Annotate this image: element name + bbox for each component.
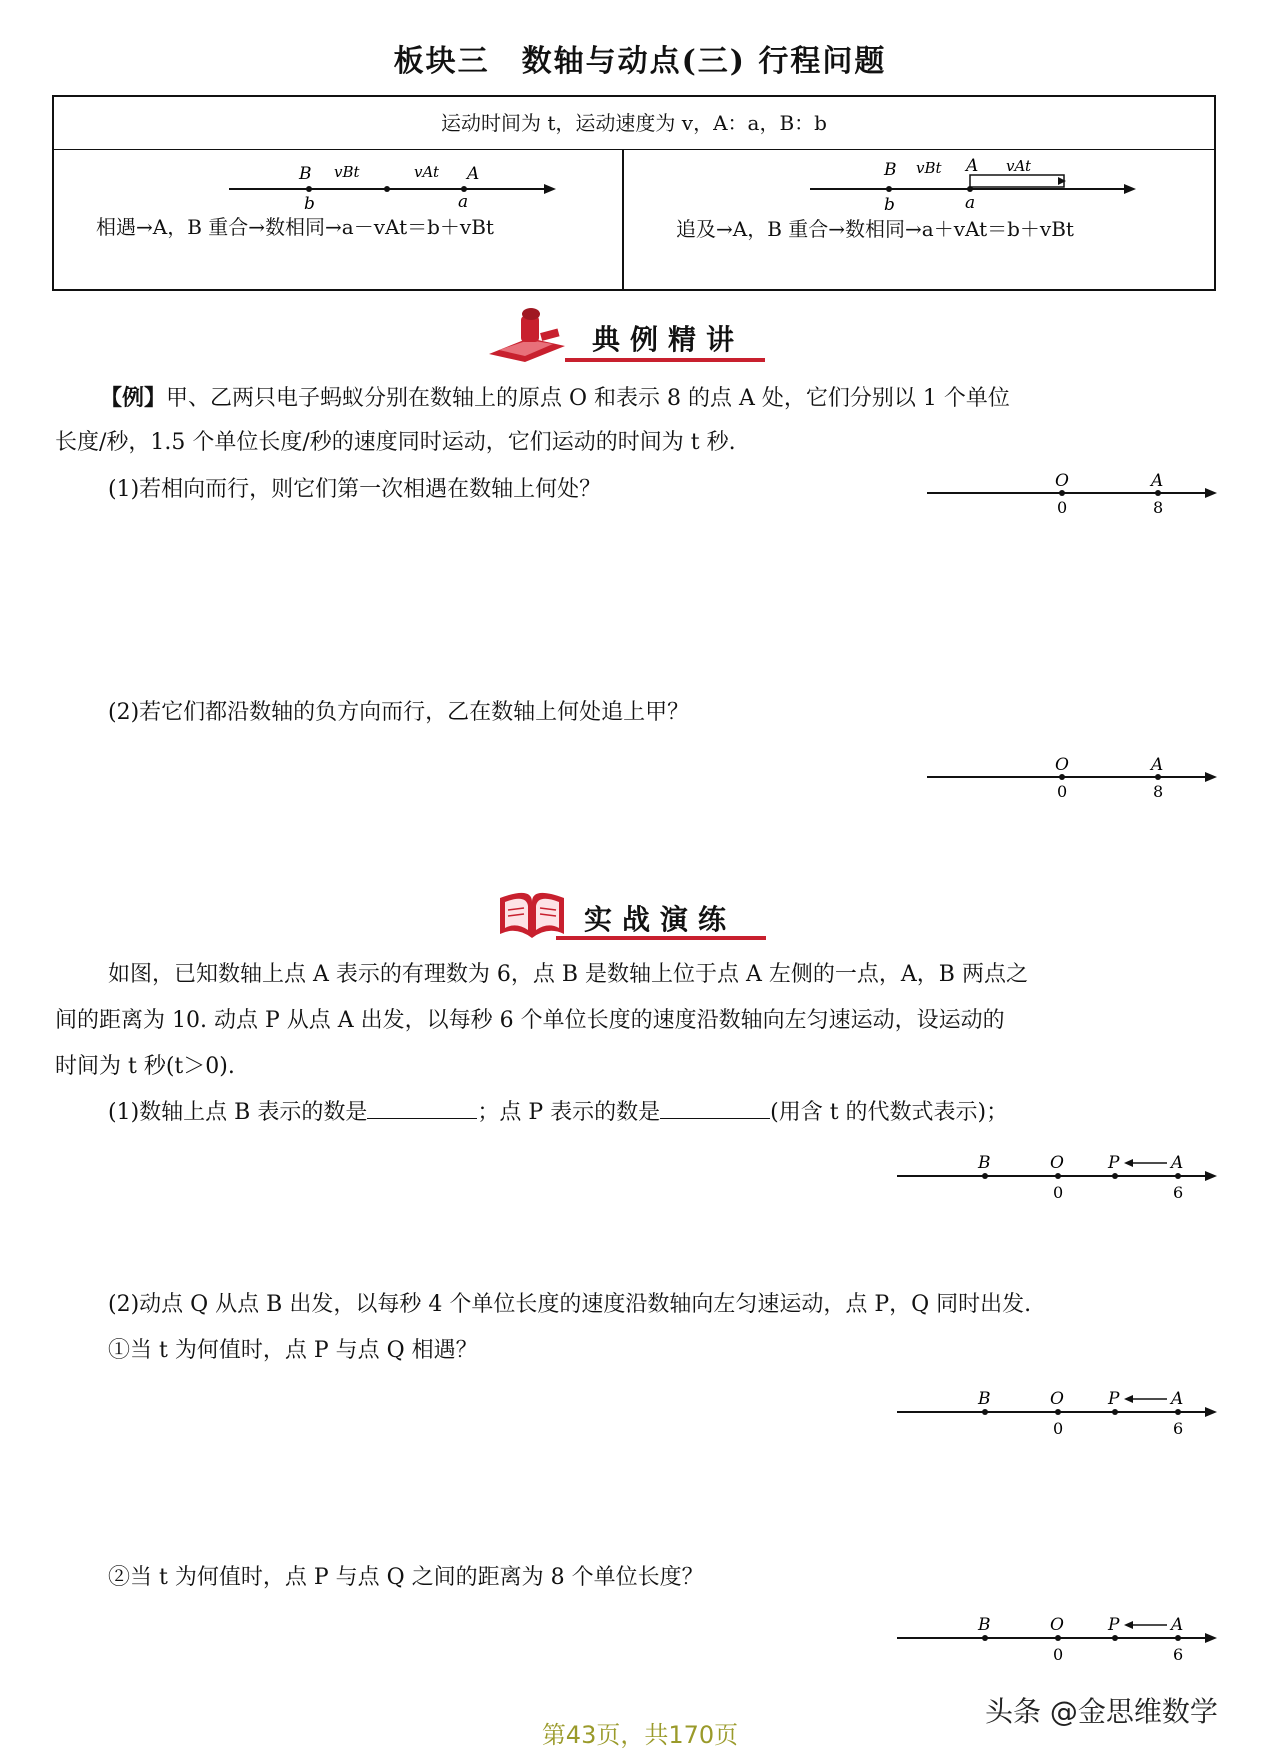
meet-label-vbt: vBt [334, 163, 360, 181]
axis-label-a: A [1171, 1389, 1184, 1409]
formula-divider [622, 149, 624, 289]
chase-label-a-upper: A [966, 156, 979, 176]
page-title: 板块三 数轴与动点(三) 行程问题 [393, 44, 887, 79]
axis-label-o: O [1055, 755, 1069, 775]
axis-label-o: O [1050, 1153, 1064, 1173]
chase-label-a-lower: a [965, 193, 976, 213]
practice-intro-1: 如图，已知数轴上点 A 表示的有理数为 6，点 B 是数轴上位于点 A 左侧的一点，A，B 两点之 [108, 962, 1028, 987]
section-title-practice: 实战演练 [584, 903, 737, 936]
number-line-practice-3 [895, 1612, 1220, 1668]
axis-label-b: B [978, 1615, 991, 1635]
number-line-example-1 [925, 468, 1220, 518]
meet-label-b-upper: B [299, 164, 312, 184]
number-line-practice-2 [895, 1386, 1220, 1442]
watermark: 头条 @金思维数学 [985, 1695, 1218, 1728]
chase-label-vat: vAt [1006, 157, 1032, 175]
answer-blank-p[interactable] [660, 1096, 770, 1119]
axis-label-p: P [1108, 1615, 1120, 1635]
section-title-examples: 典例精讲 [592, 323, 745, 356]
meet-label-vat: vAt [414, 163, 440, 181]
answer-blank-b[interactable] [367, 1096, 477, 1119]
axis-tick-0: 0 [1053, 1645, 1064, 1664]
chase-label-b-upper: B [884, 160, 897, 180]
practice-question-2-2: ②当 t 为何值时，点 P 与点 Q 之间的距离为 8 个单位长度？ [108, 1565, 704, 1590]
number-line-practice-1 [895, 1150, 1220, 1206]
axis-tick-8: 8 [1153, 782, 1164, 801]
chase-diagram [744, 155, 1164, 217]
axis-tick-6: 6 [1173, 1183, 1184, 1202]
stamp-icon [485, 302, 569, 364]
axis-tick-0: 0 [1057, 782, 1068, 801]
meet-label-a-lower: a [458, 192, 469, 212]
meet-formula: 相遇→A，B 重合→数相同→a－vAt＝b＋vBt [96, 215, 494, 239]
meet-label-b-lower: b [304, 194, 315, 214]
axis-tick-6: 6 [1173, 1645, 1184, 1664]
q1-part-a: (1)数轴上点 B 表示的数是 [108, 1100, 368, 1125]
axis-label-b: B [978, 1153, 991, 1173]
axis-tick-6: 6 [1173, 1419, 1184, 1438]
question-2: (2)若它们都沿数轴的负方向而行，乙在数轴上何处追上甲？ [108, 700, 690, 725]
axis-tick-0: 0 [1053, 1183, 1064, 1202]
example-tag: 【例】 [100, 385, 167, 411]
example-line-1 [100, 375, 1010, 422]
chase-label-b-lower: b [884, 195, 895, 215]
axis-label-a: A [1171, 1153, 1184, 1173]
chase-label-vbt: vBt [916, 159, 942, 177]
meet-diagram [164, 157, 564, 217]
axis-tick-0: 0 [1053, 1419, 1064, 1438]
section-underline [556, 936, 766, 940]
axis-tick-0: 0 [1057, 498, 1068, 517]
practice-question-1 [108, 1090, 1008, 1136]
book-icon [496, 886, 568, 942]
axis-label-a: A [1171, 1615, 1184, 1635]
practice-question-2-1: ①当 t 为何值时，点 P 与点 Q 相遇？ [108, 1338, 478, 1363]
section-underline [565, 358, 765, 362]
axis-label-a: A [1151, 471, 1164, 491]
q1-part-c: (用含 t 的代数式表示)； [770, 1100, 1009, 1125]
axis-label-o: O [1050, 1389, 1064, 1409]
formula-header: 运动时间为 t，运动速度为 v，A：a，B：b [54, 97, 1214, 150]
example-text-1: 甲、乙两只电子蚂蚁分别在数轴上的原点 O 和表示 8 的点 A 处，它们分别以 1 个单位 [166, 386, 1010, 411]
example-line-2: 长度/秒，1.5 个单位长度/秒的速度同时运动，它们运动的时间为 t 秒. [55, 430, 736, 455]
q1-part-b: ；点 P 表示的数是 [477, 1100, 661, 1125]
axis-label-p: P [1108, 1153, 1120, 1173]
practice-intro-3: 时间为 t 秒(t＞0). [55, 1054, 235, 1079]
axis-tick-8: 8 [1153, 498, 1164, 517]
chase-formula: 追及→A，B 重合→数相同→a＋vAt＝b＋vBt [676, 217, 1074, 241]
axis-label-o: O [1055, 471, 1069, 491]
formula-box [52, 95, 1216, 291]
question-1: (1)若相向而行，则它们第一次相遇在数轴上何处？ [108, 477, 602, 502]
number-line-example-2 [925, 752, 1220, 802]
practice-intro-2: 间的距离为 10. 动点 P 从点 A 出发，以每秒 6 个单位长度的速度沿数轴向左匀速运动，设运动的 [55, 1008, 1005, 1033]
axis-label-b: B [978, 1389, 991, 1409]
meet-label-a-upper: A [467, 164, 480, 184]
axis-label-a: A [1151, 755, 1164, 775]
axis-label-o: O [1050, 1615, 1064, 1635]
axis-label-p: P [1108, 1389, 1120, 1409]
page-number: 第43页，共170页 [541, 1721, 739, 1749]
practice-question-2: (2)动点 Q 从点 B 出发，以每秒 4 个单位长度的速度沿数轴向左匀速运动，点 P，Q 同时出发. [108, 1292, 1032, 1317]
